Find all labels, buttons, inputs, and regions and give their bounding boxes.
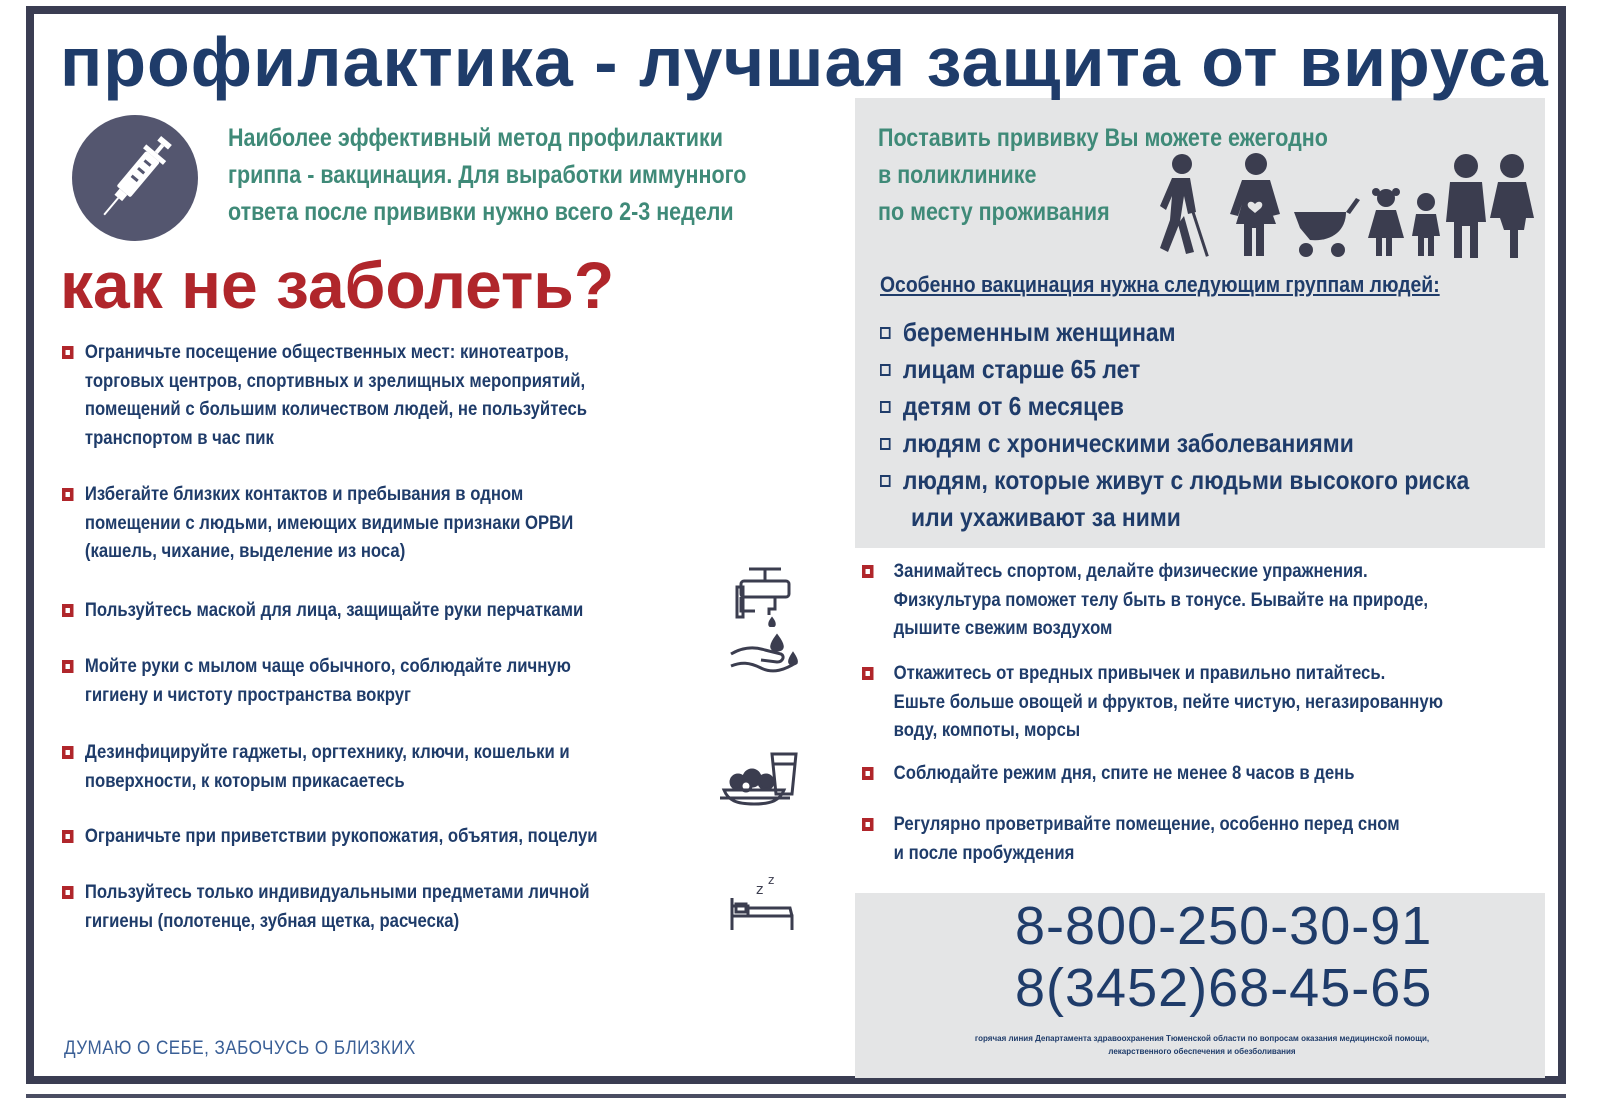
bottom-border-line (26, 1094, 1566, 1098)
phone-number-1[interactable]: 8-800-250-30-91 (1015, 896, 1433, 956)
tip-line: Ограничьте посещение общественных мест: кинотеатров, (84, 342, 569, 363)
checkbox-bullet-icon (880, 438, 891, 450)
tip-right-4 (862, 811, 1400, 868)
tip-line: гигиену и чистоту пространства вокруг (84, 684, 412, 706)
healthy-food-icon (718, 748, 808, 815)
tip-left-1 (62, 339, 587, 453)
clinic-info-line-2: в поликлинике (878, 161, 1037, 189)
tip-left-7 (62, 879, 589, 936)
tip-left-5 (62, 739, 570, 796)
group-item (880, 388, 1124, 425)
group-item (880, 462, 1469, 499)
checkbox-bullet-icon (880, 327, 891, 339)
group-item (880, 351, 1140, 388)
bullet-icon (862, 818, 873, 831)
bullet-icon (862, 565, 873, 578)
vaccination-info-line-2: гриппа - вакцинация. Для выработки иммунного (228, 161, 747, 189)
bullet-icon (862, 667, 873, 680)
water-tap-icon (735, 565, 795, 632)
tip-line: Откажитесь от вредных привычек и правильно питайтесь. (893, 663, 1386, 684)
tip-left-6 (62, 823, 598, 852)
tip-line: помещений с большим количеством людей, не пользуйтесь (84, 399, 588, 420)
tip-left-3 (62, 597, 583, 626)
group-item (880, 425, 1354, 462)
tip-line: поверхности, к которым прикасаетесь (84, 770, 405, 792)
tip-line: помещении с людьми, имеющих видимые признаки ОРВИ (84, 512, 574, 534)
tip-line: Пользуйтесь маской для лица, защищайте руки перчатками (84, 600, 584, 621)
checkbox-bullet-icon (880, 475, 891, 487)
hotline-caption-line-2: лекарственного обеспечения и обезболивания (1108, 1047, 1296, 1056)
family-icon (1160, 152, 1540, 267)
bullet-icon (62, 660, 73, 673)
bullet-icon (62, 886, 73, 899)
vaccination-info-line-3: ответа после прививки нужно всего 2-3 недели (228, 198, 734, 226)
group-item-continuation: или ухаживают за ними (911, 502, 1181, 532)
clinic-info-line-3: по месту проживания (878, 198, 1110, 226)
phone-number-2[interactable]: 8(3452)68-45-65 (1015, 958, 1433, 1018)
footer-slogan: ДУМАЮ О СЕБЕ, ЗАБОЧУСЬ О БЛИЗКИХ (64, 1038, 416, 1059)
checkbox-bullet-icon (880, 401, 891, 413)
tip-left-2 (62, 481, 573, 567)
group-item-label: беременным женщинам (902, 317, 1176, 347)
hotline-caption (880, 1032, 1524, 1058)
svg-text:z: z (756, 882, 764, 898)
tip-line: Ешьте больше овощей и фруктов, пейте чистую, негазированную (893, 691, 1443, 713)
tip-line: Пользуйтесь только индивидуальными предметами личной (84, 882, 590, 903)
group-item-label: лицам старше 65 лет (902, 354, 1141, 384)
tip-line: Дезинфицируйте гаджеты, оргтехнику, ключи, кошельки и (84, 742, 570, 763)
group-item-label: людям с хроническими заболеваниями (902, 428, 1354, 458)
sleeping-bed-icon (728, 872, 798, 939)
tip-line: Регулярно проветривайте помещение, особенно перед сном (893, 814, 1400, 835)
tip-right-3 (862, 760, 1355, 789)
tip-line: транспортом в час пик (84, 427, 274, 449)
tip-line: Ограничьте при приветствии рукопожатия, объятия, поцелуи (84, 826, 598, 847)
bullet-icon (862, 767, 873, 780)
tip-line: торговых центров, спортивных и зрелищных мероприятий, (84, 370, 586, 392)
tip-line: гигиены (полотенце, зубная щетка, расческа) (84, 910, 460, 932)
tip-line: Занимайтесь спортом, делайте физические упражнения. (893, 561, 1368, 582)
tip-line: Соблюдайте режим дня, спите не менее 8 часов в день (893, 763, 1355, 784)
poster-title: профилактика - лучшая защита от вируса (60, 23, 1549, 101)
bullet-icon (62, 488, 73, 501)
bullet-icon (62, 830, 73, 843)
tip-line: Мойте руки с мылом чаще обычного, соблюдайте личную (84, 656, 571, 677)
bullet-icon (62, 746, 73, 759)
tip-line: и после пробуждения (893, 842, 1075, 864)
svg-text:z: z (768, 873, 775, 887)
tip-right-1 (862, 558, 1428, 644)
group-item-label: людям, которые живут с людьми высокого риска (902, 465, 1470, 495)
bullet-icon (62, 604, 73, 617)
clinic-info-line-1: Поставить прививку Вы можете ежегодно (878, 124, 1328, 152)
subtitle-how-not-to-get-sick: как не заболеть? (60, 248, 615, 322)
tip-line: дышите свежим воздухом (893, 618, 1113, 639)
syringe-icon (72, 115, 198, 241)
checkbox-bullet-icon (880, 364, 891, 376)
tip-right-2 (862, 660, 1443, 746)
hand-wash-icon (727, 632, 803, 687)
tip-line: воду, компоты, морсы (893, 720, 1081, 741)
hotline-caption-line-1: горячая линия Департамента здравоохранения Тюменской области по вопросам оказания медицинской помощи, (974, 1034, 1430, 1043)
vaccination-info-line-1: Наиболее эффективный метод профилактики (228, 124, 723, 152)
tip-line: Избегайте близких контактов и пребывания в одном (84, 484, 524, 505)
bullet-icon (62, 346, 73, 359)
groups-heading: Особенно вакцинация нужна следующим группам людей: (880, 272, 1440, 297)
tip-line: (кашель, чихание, выделение из носа) (84, 541, 406, 562)
tip-left-4 (62, 653, 571, 710)
tip-line: Физкультура поможет телу быть в тонусе. Бывайте на природе, (893, 589, 1429, 611)
group-item-label: детям от 6 месяцев (902, 391, 1124, 421)
group-item (880, 314, 1176, 351)
